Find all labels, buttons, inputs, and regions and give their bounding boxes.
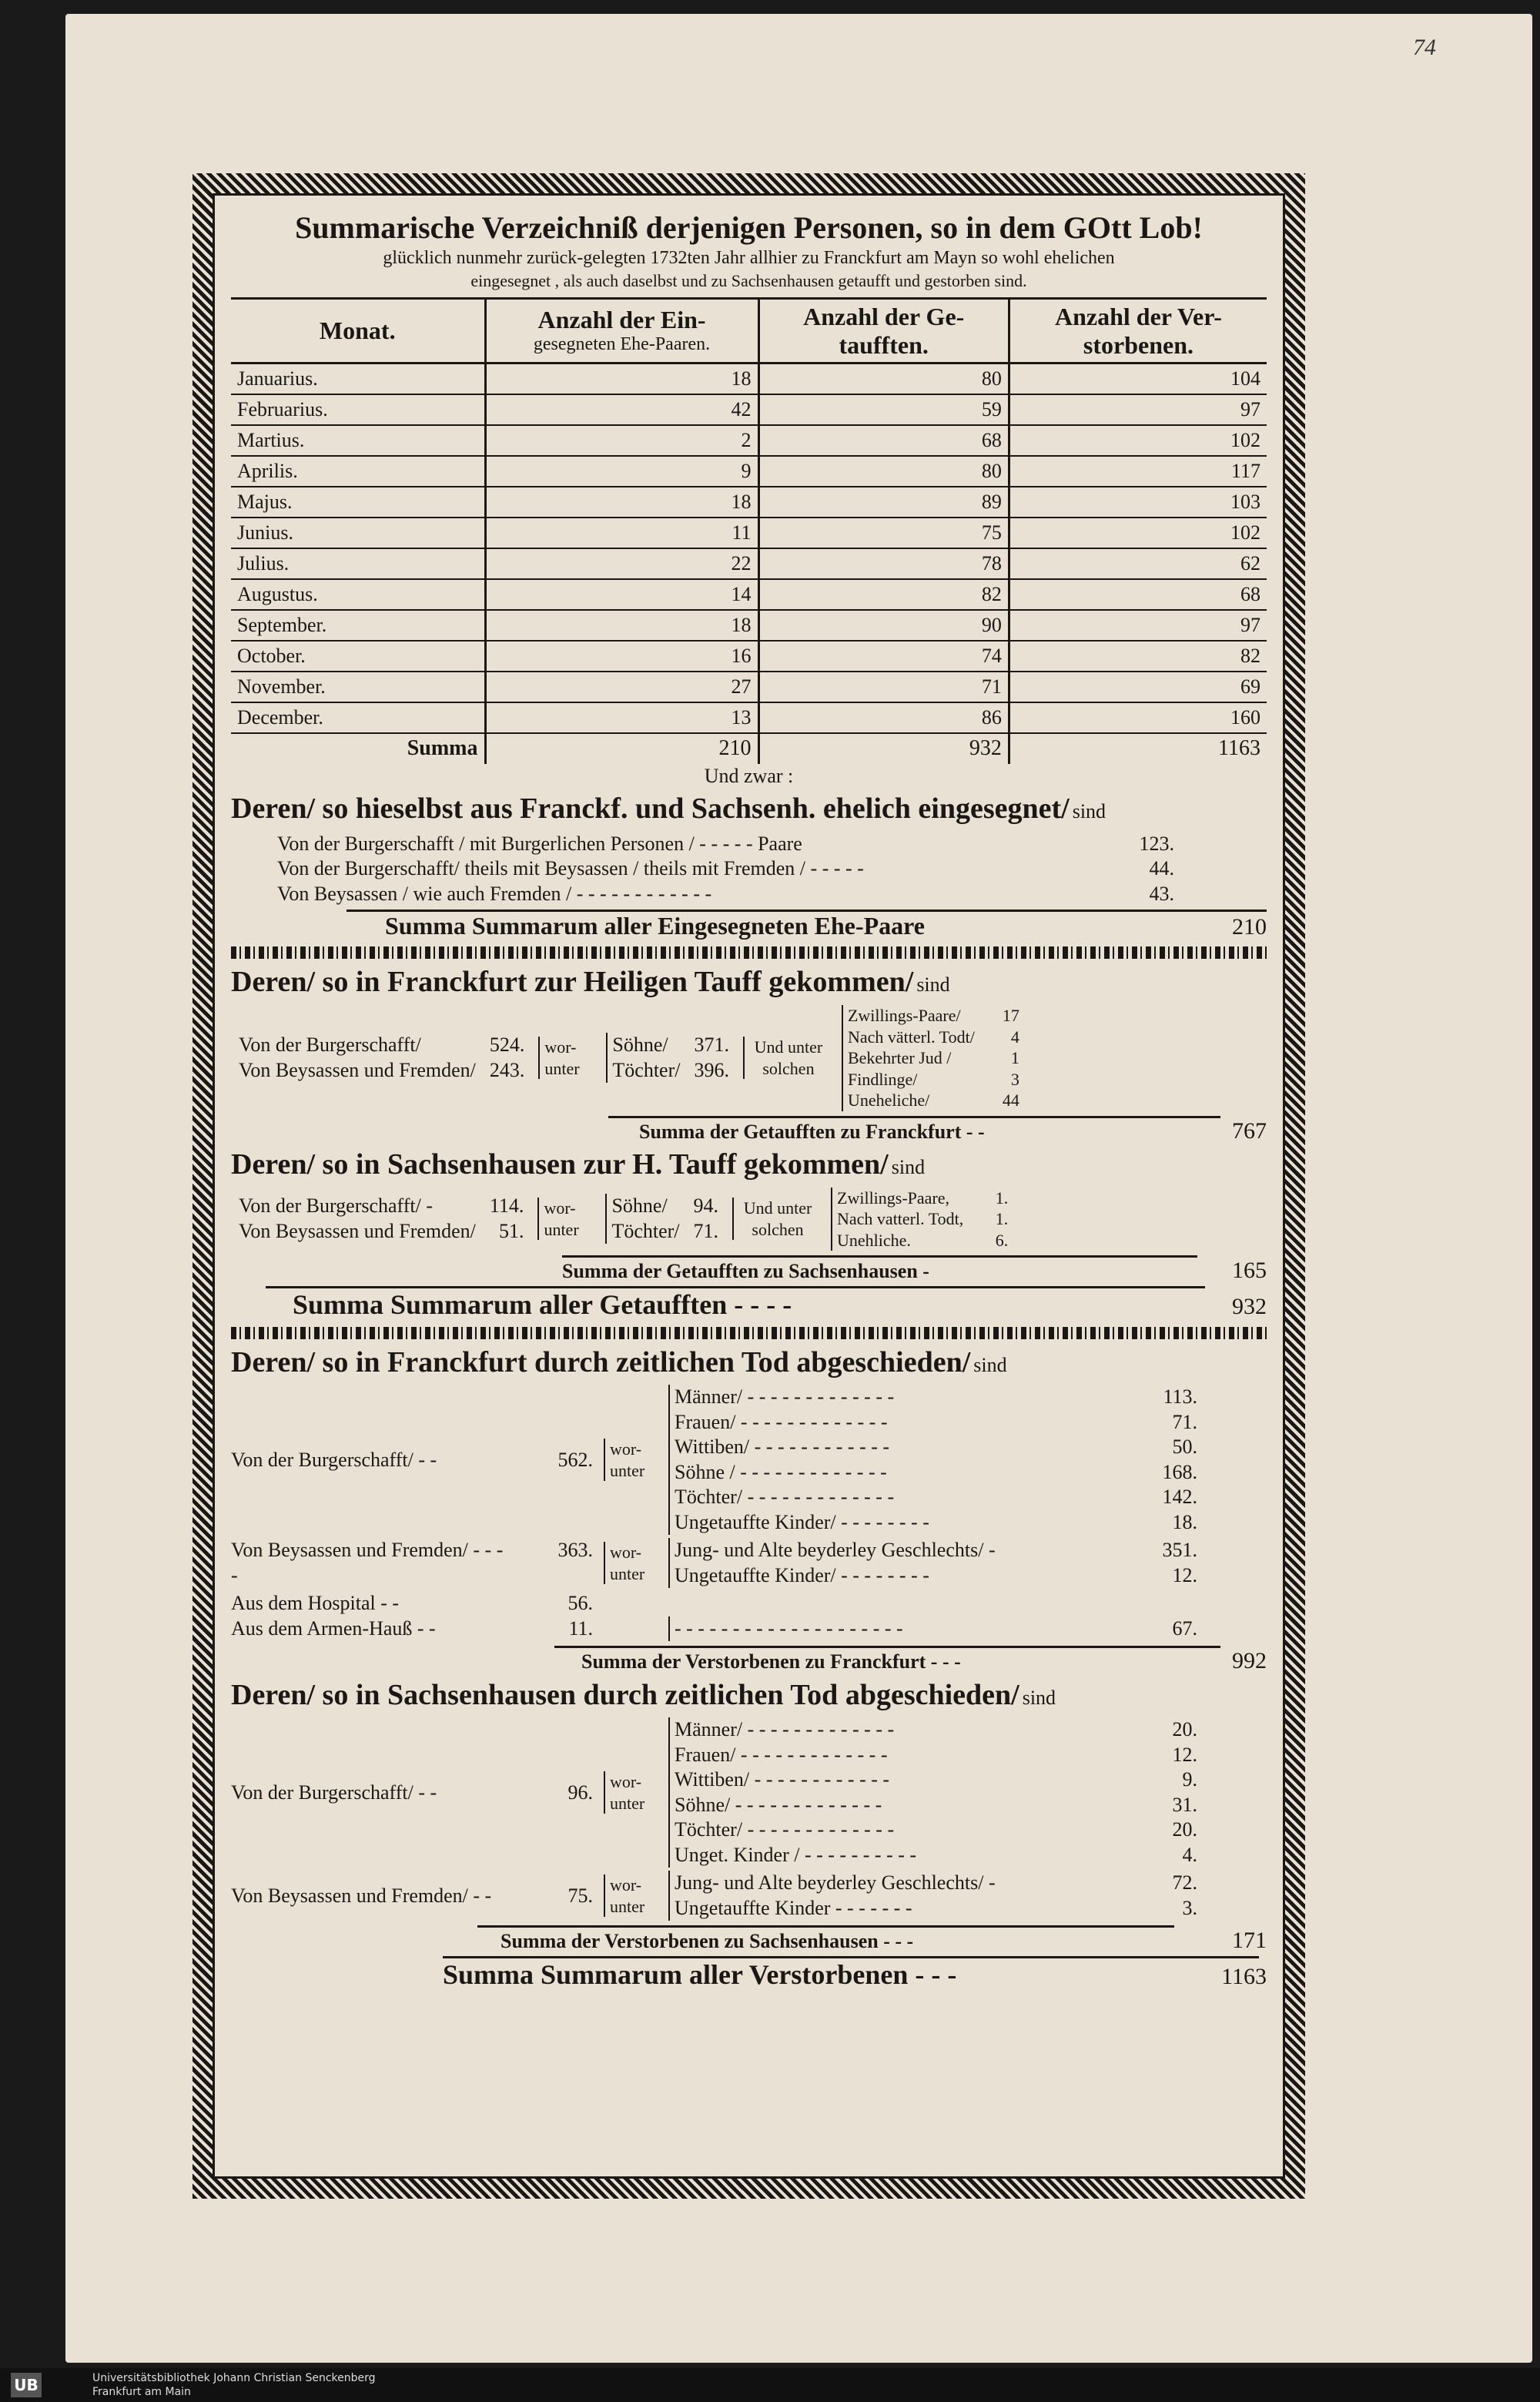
death-item-label: Töchter/ - - - - - - - - - - - - - [675, 1818, 895, 1841]
child-value: 371. [694, 1033, 729, 1057]
table-row [231, 518, 1267, 548]
library-city: Frankfurt am Main [92, 2386, 191, 2398]
death-item [675, 1843, 1197, 1868]
table-sum-cell: 210 [485, 733, 758, 764]
death-item-label: Männer/ - - - - - - - - - - - - - [675, 1718, 895, 1741]
death-item-value: 12. [1172, 1743, 1197, 1766]
death-items [668, 1385, 1197, 1535]
library-logo: UB [11, 2373, 42, 2397]
death-item [675, 1767, 1197, 1793]
armenhaus-value: 11. [568, 1616, 593, 1640]
source-label: Von der Burgerschafft/ [239, 1033, 421, 1057]
library-name: Universitätsbibliothek Johann Christian Senckenberg [92, 2372, 376, 2384]
folio-number: 74 [1413, 35, 1436, 60]
document-subtitle: glücklich nunmehr zurück-gelegten 1732ten Jahr allhier zu Franckfurt am Mayn so wohl ehelichen [383, 248, 1115, 268]
death-beysassen-row [231, 1538, 1267, 1588]
special-value: 3 [1010, 1069, 1019, 1089]
baptism-sxh-total-row [231, 1258, 1267, 1285]
heading-text: Deren/ so hieselbst aus Franckf. und Sachsenh. ehelich eingesegnet/ [231, 792, 1070, 826]
baptism-grand-row [231, 1288, 1267, 1321]
heading-text: Deren/ so in Franckfurt durch zeitlichen Tod abgeschieden/ [231, 1345, 971, 1379]
hospital-line [231, 1591, 593, 1616]
marriage-line-label: Von der Burgerschafft / mit Burgerlichen Personen / - - - - - Paare [277, 832, 802, 855]
table-cell: 80 [758, 456, 1009, 487]
sind-text: sind [973, 1353, 1007, 1376]
marriage-line-value: 43. [1149, 882, 1174, 905]
table-cell: 102 [1009, 518, 1267, 548]
death-item-value: 4. [1182, 1843, 1197, 1866]
death-item [675, 1793, 1197, 1818]
table-cell: 14 [485, 579, 758, 610]
special-label: Bekehrter Jud / [847, 1048, 952, 1068]
table-row [231, 579, 1267, 610]
table-cell: 71 [758, 672, 1009, 702]
special-label: Findlinge/ [847, 1069, 918, 1089]
death-grand-label: Summa Summarum aller Verstorbenen - - - [443, 1958, 957, 1990]
death-item-label: Ungetauffte Kinder - - - - - - - [675, 1896, 912, 1919]
special-value: 4 [1010, 1027, 1019, 1047]
worunter-label: wor- unter [604, 1439, 658, 1481]
header-text: gesegneten Ehe-Paaren. [533, 334, 711, 355]
table-sum-cell: 932 [758, 733, 1009, 764]
table-cell: Augustus. [231, 579, 485, 610]
death-burger-row [231, 1717, 1267, 1868]
marriages-total-row [231, 912, 1267, 940]
table-cell: Majus. [231, 487, 485, 518]
beysassen-label: Von Beysassen und Fremden/ - - [231, 1884, 492, 1907]
marriages-heading [231, 792, 1267, 827]
special-value: 1. [995, 1188, 1009, 1208]
death-item-value: 71. [1172, 1410, 1197, 1433]
table-sum-cell: Summa [407, 736, 478, 761]
child-label: Töchter/ [612, 1058, 681, 1081]
source-labels [239, 1033, 476, 1083]
col-marriages [485, 298, 758, 363]
child-label: Söhne/ [611, 1194, 668, 1218]
death-item-value: 9. [1182, 1768, 1197, 1791]
table-cell: 103 [1009, 487, 1267, 518]
table-row [231, 363, 1267, 394]
marriage-line [277, 856, 1174, 882]
child-labels [605, 1194, 679, 1244]
table-row [231, 672, 1267, 702]
death-ffm-heading [231, 1345, 1267, 1381]
table-cell: 82 [1009, 641, 1267, 672]
table-cell: November. [231, 672, 485, 702]
table-cell: 97 [1009, 394, 1267, 425]
table-cell: 68 [758, 425, 1009, 456]
col-baptisms [758, 298, 1009, 363]
sind-text: sind [891, 1156, 926, 1179]
special-label: Nach vatterl. Todt, [837, 1209, 964, 1229]
table-cell: 42 [485, 394, 758, 425]
hospital-left [231, 1591, 593, 1641]
und-unter-label: Und unter solchen [743, 1037, 828, 1079]
table-cell: 160 [1009, 702, 1267, 733]
table-cell: 117 [1009, 456, 1267, 487]
table-cell: 22 [485, 548, 758, 579]
table-cell: 74 [758, 641, 1009, 672]
source-value: 114. [489, 1194, 524, 1218]
death-item-value: 142. [1162, 1486, 1197, 1509]
death-item-label: Frauen/ - - - - - - - - - - - - - [675, 1743, 888, 1766]
death-item-value: 50. [1172, 1436, 1197, 1459]
source-value: 243. [489, 1058, 525, 1081]
burger-label: Von der Burgerschafft/ - - [231, 1448, 437, 1471]
death-item [675, 1896, 1197, 1921]
hospital-total-dashes: - - - - - - - - - - - - - - - - - - - - [675, 1616, 903, 1640]
baptism-sxh-total-label: Summa der Getaufften zu Sachsenhausen - [562, 1260, 929, 1283]
table-cell: 90 [758, 610, 1009, 641]
baptism-row [231, 1188, 1267, 1251]
table-cell: Aprilis. [231, 456, 485, 487]
header-text: Anzahl der Ver- [1055, 302, 1222, 330]
death-items [668, 1871, 1197, 1921]
special-value: 1 [1010, 1048, 1019, 1068]
source-label: Von der Burgerschafft/ - [239, 1194, 434, 1218]
table-cell: 68 [1009, 579, 1267, 610]
heading-text: Deren/ so in Sachsenhausen zur H. Tauff gekommen/ [231, 1148, 889, 1181]
death-grand-row [231, 1958, 1267, 1991]
beysassen-label: Von Beysassen und Fremden/ - - - - [231, 1539, 504, 1586]
death-item [675, 1871, 1197, 1896]
death-item-value: 351. [1162, 1539, 1197, 1562]
death-item [675, 1510, 1197, 1536]
special-values [989, 1005, 1019, 1111]
death-sxh-breakdown [231, 1717, 1267, 1921]
table-cell: 89 [758, 487, 1009, 518]
death-item-label: Söhne / - - - - - - - - - - - - - [675, 1460, 887, 1483]
death-item [675, 1563, 1197, 1589]
table-cell: 59 [758, 394, 1009, 425]
baptism-sxh-heading [231, 1147, 1267, 1183]
table-row [231, 610, 1267, 641]
table-cell: Junius. [231, 518, 485, 548]
table-cell: 9 [485, 456, 758, 487]
baptism-ffm-total-label: Summa der Getaufften zu Franckfurt - - [639, 1120, 985, 1143]
source-values [490, 1194, 524, 1244]
child-label: Töchter/ [611, 1219, 680, 1242]
marriages-total: 210 [1232, 914, 1267, 940]
table-cell: 86 [758, 702, 1009, 733]
table-cell: October. [231, 641, 485, 672]
header-text: storbenen. [1083, 330, 1194, 359]
beysassen-value: 75. [567, 1884, 593, 1907]
death-item-value: 20. [1172, 1718, 1197, 1741]
table-cell: 27 [485, 672, 758, 702]
header-text: Anzahl der Ge- [803, 302, 965, 330]
marriage-line [277, 882, 1174, 907]
armenhaus-label: Aus dem Armen-Hauß - - [231, 1616, 436, 1640]
marriage-line-value: 123. [1139, 832, 1174, 855]
death-ffm-total-row [231, 1648, 1267, 1675]
table-cell: 2 [485, 425, 758, 456]
table-row [231, 394, 1267, 425]
baptism-row [231, 1005, 1267, 1111]
worunter-label: wor- unter [537, 1198, 591, 1240]
document-title: Summarische Verzeichniß derjenigen Personen, so in dem GOtt Lob! [295, 210, 1203, 245]
death-beysassen-row [231, 1871, 1267, 1921]
death-item [675, 1538, 1197, 1563]
table-cell: 75 [758, 518, 1009, 548]
table-cell: 104 [1009, 363, 1267, 394]
death-hospital-row [231, 1591, 1267, 1641]
header-text: taufften. [839, 330, 929, 359]
burger-value: 96. [567, 1781, 593, 1804]
table-row [231, 702, 1267, 733]
source-value: 51. [498, 1219, 524, 1242]
table-cell: 16 [485, 641, 758, 672]
special-label: Unehliche. [837, 1230, 911, 1250]
table-row [231, 425, 1267, 456]
table-cell: 18 [485, 363, 758, 394]
burger-left [231, 1781, 593, 1806]
document-content [231, 209, 1267, 1991]
special-labels [831, 1188, 963, 1251]
child-value: 396. [694, 1058, 729, 1081]
death-item-label: Ungetauffte Kinder/ - - - - - - - - [675, 1563, 929, 1586]
archive-footer [0, 2368, 1540, 2402]
source-label: Von Beysassen und Fremden/ [239, 1058, 476, 1081]
table-cell: 97 [1009, 610, 1267, 641]
death-item-value: 168. [1162, 1460, 1197, 1483]
source-values [490, 1033, 525, 1083]
worunter-label: wor- unter [604, 1874, 658, 1917]
special-label: Nach vätterl. Todt/ [847, 1027, 975, 1047]
death-item [675, 1460, 1197, 1486]
death-item [675, 1385, 1197, 1410]
special-value: 1. [995, 1209, 1009, 1229]
child-labels [606, 1033, 680, 1083]
beysassen-left [231, 1538, 593, 1588]
table-row [231, 456, 1267, 487]
death-sxh-heading [231, 1678, 1267, 1714]
table-cell: Martius. [231, 425, 485, 456]
child-values [694, 1194, 719, 1244]
death-item [675, 1743, 1197, 1768]
marriage-line-label: Von Beysassen / wie auch Fremden / - - - - - - - - - - - - [277, 882, 712, 905]
special-values [977, 1188, 1008, 1251]
death-sxh-total: 171 [1232, 1928, 1267, 1954]
hospital-value: 56. [567, 1592, 593, 1615]
source-labels [239, 1194, 476, 1244]
armenhaus-line [231, 1616, 593, 1642]
table-row [231, 487, 1267, 518]
special-label: Uneheliche/ [847, 1090, 930, 1111]
worunter-label: wor- unter [538, 1037, 592, 1079]
special-labels [842, 1005, 975, 1111]
table-cell: 80 [758, 363, 1009, 394]
table-cell: 69 [1009, 672, 1267, 702]
death-ffm-total-label: Summa der Verstorbenen zu Franckfurt - - - [581, 1650, 961, 1673]
child-value: 71. [693, 1219, 719, 1242]
heading-text: Deren/ so in Franckfurt zur Heiligen Tauff gekommen/ [231, 966, 914, 999]
death-item-value: 18. [1172, 1510, 1197, 1533]
sind-text: sind [1072, 800, 1106, 823]
death-item-value: 113. [1163, 1385, 1197, 1409]
special-label: Zwillings-Paare/ [847, 1006, 961, 1026]
death-item-label: Söhne/ - - - - - - - - - - - - - [675, 1793, 882, 1816]
table-cell: December. [231, 702, 485, 733]
death-item [675, 1485, 1197, 1510]
table-cell: 82 [758, 579, 1009, 610]
special-value: 17 [1002, 1006, 1019, 1026]
table-sum-row [231, 733, 1267, 764]
worunter-label: wor- unter [604, 1771, 658, 1814]
death-ffm-breakdown [231, 1385, 1267, 1641]
table-row [231, 548, 1267, 579]
death-item-label: Jung- und Alte beyderley Geschlechts/ - [675, 1871, 996, 1894]
sind-text: sind [1022, 1686, 1056, 1709]
col-deaths [1009, 298, 1267, 363]
table-cell: September. [231, 610, 485, 641]
baptism-grand-label: Summa Summarum aller Getaufften - - - - [293, 1288, 792, 1320]
baptism-sxh-total: 165 [1232, 1258, 1267, 1284]
death-item [675, 1717, 1197, 1743]
header-text: Anzahl der Ein- [537, 306, 706, 334]
und-zwar: Und zwar : [704, 764, 794, 787]
source-label: Von Beysassen und Fremden/ [239, 1219, 476, 1242]
source-value: 524. [489, 1033, 525, 1057]
death-item-value: 20. [1172, 1818, 1197, 1841]
child-value: 94. [693, 1194, 719, 1218]
special-value: 44 [1002, 1090, 1019, 1111]
burger-left [231, 1448, 593, 1473]
death-item-label: Ungetauffte Kinder/ - - - - - - - - [675, 1510, 929, 1533]
marriages-total-label: Summa Summarum aller Eingesegneten Ehe-Paare [385, 912, 925, 940]
burger-value: 562. [557, 1448, 593, 1471]
death-sxh-total-label: Summa der Verstorbenen zu Sachsenhausen - - - [500, 1930, 914, 1953]
special-label: Zwillings-Paare, [837, 1188, 950, 1208]
death-item [675, 1435, 1197, 1460]
table-cell: 18 [485, 487, 758, 518]
death-item-value: 72. [1172, 1871, 1197, 1894]
child-label: Söhne/ [612, 1033, 668, 1057]
marriage-line-label: Von der Burgerschafft/ theils mit Beysassen / theils mit Fremden / - - - - - [277, 857, 864, 880]
table-cell: 102 [1009, 425, 1267, 456]
marriage-lines [231, 832, 1267, 907]
hospital-total-line [668, 1616, 1197, 1642]
table-cell: 11 [485, 518, 758, 548]
table-row [231, 641, 1267, 672]
death-item-label: Männer/ - - - - - - - - - - - - - [675, 1385, 895, 1409]
baptism-grand-total: 932 [1232, 1293, 1267, 1319]
table-cell: 13 [485, 702, 758, 733]
burger-label: Von der Burgerschafft/ - - [231, 1781, 437, 1804]
table-cell: Februarius. [231, 394, 485, 425]
death-ffm-total: 992 [1232, 1648, 1267, 1674]
ornament-divider [231, 946, 1267, 959]
death-items [668, 1717, 1197, 1868]
marriage-line [277, 832, 1174, 857]
child-values [694, 1033, 729, 1083]
death-item-label: Wittiben/ - - - - - - - - - - - - [675, 1768, 890, 1791]
death-item [675, 1817, 1197, 1843]
death-item-label: Frauen/ - - - - - - - - - - - - - [675, 1410, 888, 1433]
ornament-divider [231, 1327, 1267, 1339]
worunter-label: wor- unter [604, 1542, 658, 1584]
death-grand-total: 1163 [1221, 1963, 1267, 1989]
death-item-label: Wittiben/ - - - - - - - - - - - - [675, 1436, 890, 1459]
death-item-label: Unget. Kinder / - - - - - - - - - - [675, 1843, 917, 1866]
death-item-value: 3. [1182, 1896, 1197, 1919]
death-item-value: 12. [1172, 1563, 1197, 1586]
baptism-ffm-total: 767 [1232, 1117, 1267, 1144]
special-value: 6. [995, 1230, 1009, 1250]
beysassen-value: 363. [557, 1539, 593, 1562]
heading-text: Deren/ so in Sachsenhausen durch zeitlichen Tod abgeschieden/ [231, 1678, 1019, 1711]
table-cell: 18 [485, 610, 758, 641]
baptism-ffm-total-row [231, 1118, 1267, 1145]
death-items [668, 1538, 1197, 1588]
death-item-label: Jung- und Alte beyderley Geschlechts/ - [675, 1539, 996, 1562]
sind-text: sind [916, 973, 950, 997]
death-item [675, 1410, 1197, 1436]
col-month: Monat. [231, 298, 485, 363]
monthly-table [231, 297, 1267, 764]
document-subtitle-2: eingesegnet , als auch daselbst und zu Sachsenhausen getaufft und gestorben sind. [470, 271, 1027, 291]
baptism-sxh-breakdown [231, 1188, 1267, 1251]
hospital-label: Aus dem Hospital - - [231, 1592, 400, 1615]
baptism-ffm-heading [231, 965, 1267, 1000]
table-cell: 78 [758, 548, 1009, 579]
table-sum-cell: 1163 [1009, 733, 1267, 764]
hospital-total-value: 67. [1172, 1616, 1197, 1640]
table-cell: Januarius. [231, 363, 485, 394]
baptism-ffm-breakdown [231, 1005, 1267, 1111]
marriage-line-value: 44. [1149, 857, 1174, 880]
death-item-value: 31. [1172, 1793, 1197, 1816]
death-item-label: Töchter/ - - - - - - - - - - - - - [675, 1486, 895, 1509]
table-cell: 62 [1009, 548, 1267, 579]
beysassen-left [231, 1884, 593, 1909]
death-sxh-total-row [231, 1928, 1267, 1955]
und-unter-label: Und unter solchen [732, 1198, 817, 1240]
death-burger-row [231, 1385, 1267, 1535]
table-cell: Julius. [231, 548, 485, 579]
